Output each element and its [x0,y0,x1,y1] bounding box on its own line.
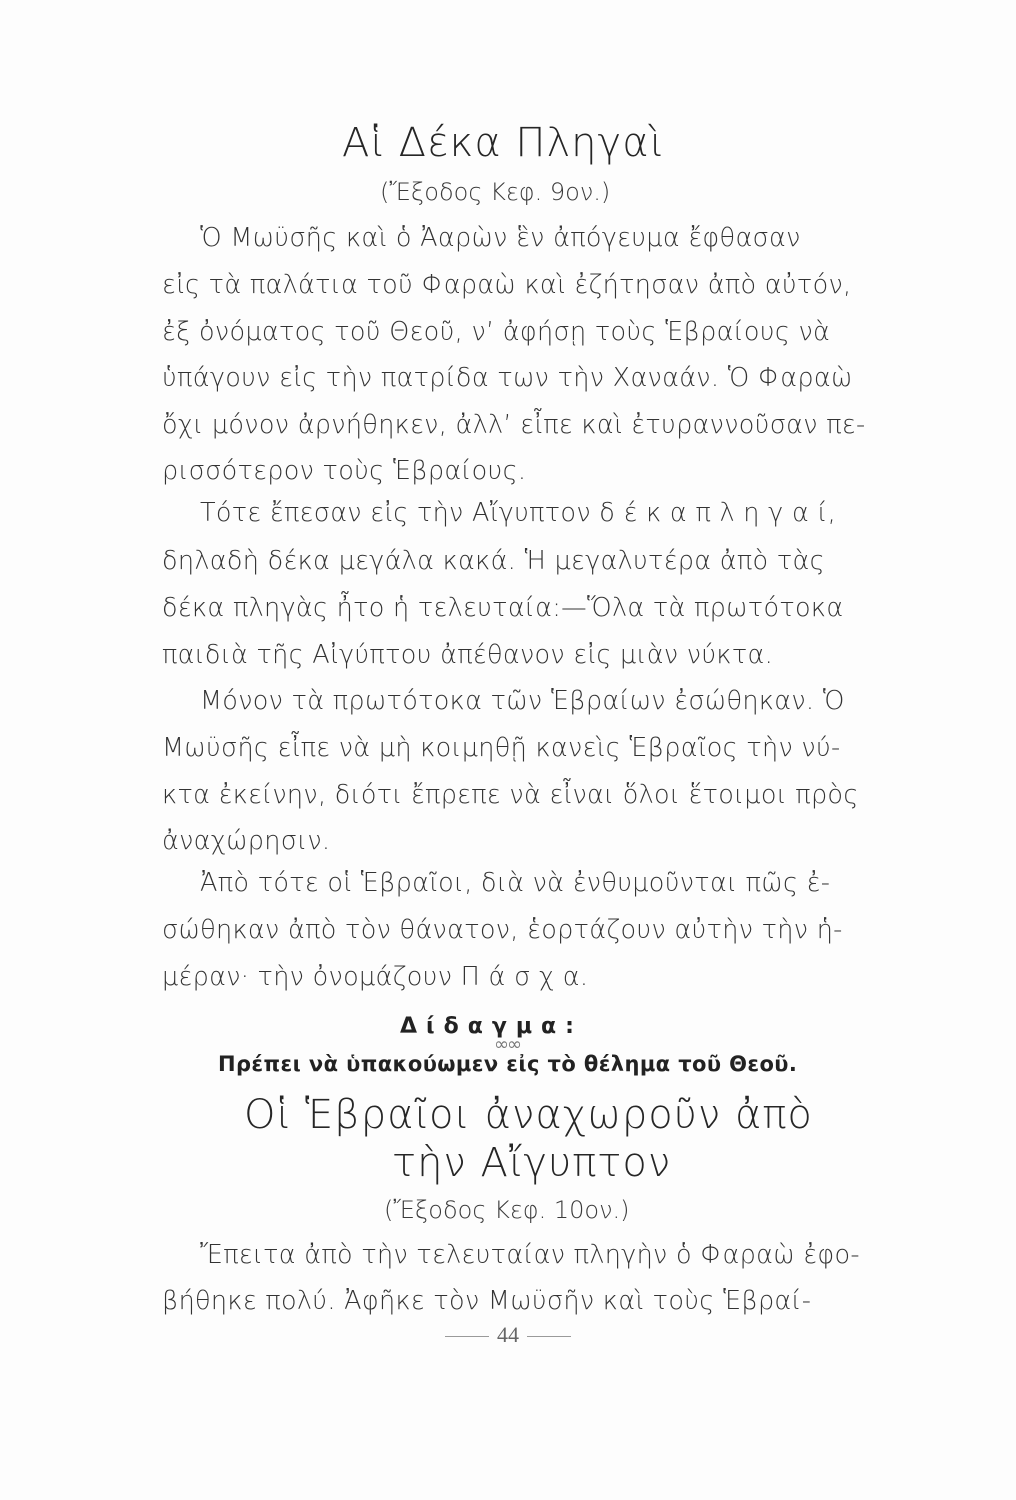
text-line: δέκα πληγὰς ἦτο ἡ τελευταία:—Ὅλα τὰ πρωτότοκα [162,593,844,623]
text-line: ὑπάγουν εἰς τὴν πατρίδα των τὴν Χαναάν. Ὁ Φαραὼ [162,363,853,393]
text-line: μέραν· τὴν ὀνομάζουν Π ά σ χ α. [162,962,589,992]
section-title: Οἱ Ἑβραῖοι ἀναχωροῦν ἀπὸ [244,1092,813,1138]
page-number-value: 44 [497,1322,519,1347]
text-line: σώθηκαν ἀπὸ τὸν θάνατον, ἑορτάζουν αὐτὴν τὴν ἡ- [162,915,843,945]
text-line: Ἀπὸ τότε οἱ Ἑβραῖοι, διὰ νὰ ἐνθυμοῦνται πῶς ἐ- [200,868,831,898]
text-line: ἐξ ὀνόματος τοῦ Θεοῦ, ν’ ἀφήσῃ τοὺς Ἑβραίους νὰ [162,317,831,347]
text-line: βήθηκε πολύ. Ἀφῆκε τὸν Μωϋσῆν καὶ τοὺς Ἑβραί- [162,1286,812,1316]
section-title: Αἱ Δέκα Πληγαὶ [342,120,665,166]
lesson-heading: Δίδαγμα: [400,1014,583,1039]
text-line: κτα ἐκείνην, διότι ἔπρεπε νὰ εἶναι ὅλοι ἕτοιμοι πρὸς [162,780,859,810]
text-line: Μόνον τὰ πρωτότοκα τῶν Ἑβραίων ἐσώθηκαν. Ὁ [200,686,845,716]
text-line: ἀναχώρησιν. [162,826,331,856]
text-line: ὄχι μόνον ἀρνήθηκεν, ἀλλ’ εἶπε καὶ ἐτυραννοῦσαν πε- [162,410,866,440]
chapter-reference: (Ἔξοδος Κεφ. 10ον.) [384,1196,630,1224]
text-line: δηλαδὴ δέκα μεγάλα κακά. Ἡ μεγαλυτέρα ἀπὸ τὰς [162,546,825,576]
text-line: Τότε ἔπεσαν εἰς τὴν Αἴγυπτον δ έ κ α π λ η γ α ί, [200,498,837,528]
text-line: Ὁ Μωϋσῆς καὶ ὁ Ἀαρὼν ἓν ἀπόγευμα ἔφθασαν [200,223,801,253]
ornament-divider: ∞∞ [494,1034,520,1055]
text-line: Ἔπειτα ἀπὸ τὴν τελευταίαν πληγὴν ὁ Φαραὼ ἐφο- [200,1240,860,1270]
page-number-dash [445,1336,489,1337]
lesson-text: Πρέπει νὰ ὑπακούωμεν εἰς τὸ θέλημα τοῦ Θεοῦ. [218,1052,798,1076]
page-number [0,1322,1016,1348]
text-line: παιδιὰ τῆς Αἰγύπτου ἀπέθανον εἰς μιὰν νύκτα. [162,640,773,670]
page-number-dash [527,1336,571,1337]
text-line: ρισσότερον τοὺς Ἑβραίους. [162,456,527,486]
chapter-reference: (Ἔξοδος Κεφ. 9ον.) [380,178,611,206]
text-line: Μωϋσῆς εἶπε νὰ μὴ κοιμηθῇ κανεὶς Ἑβραῖος τὴν νύ- [162,733,841,763]
text-line: εἰς τὰ παλάτια τοῦ Φαραὼ καὶ ἐζήτησαν ἀπὸ αὐτόν, [162,270,852,300]
section-title: τὴν Αἴγυπτον [392,1140,672,1186]
